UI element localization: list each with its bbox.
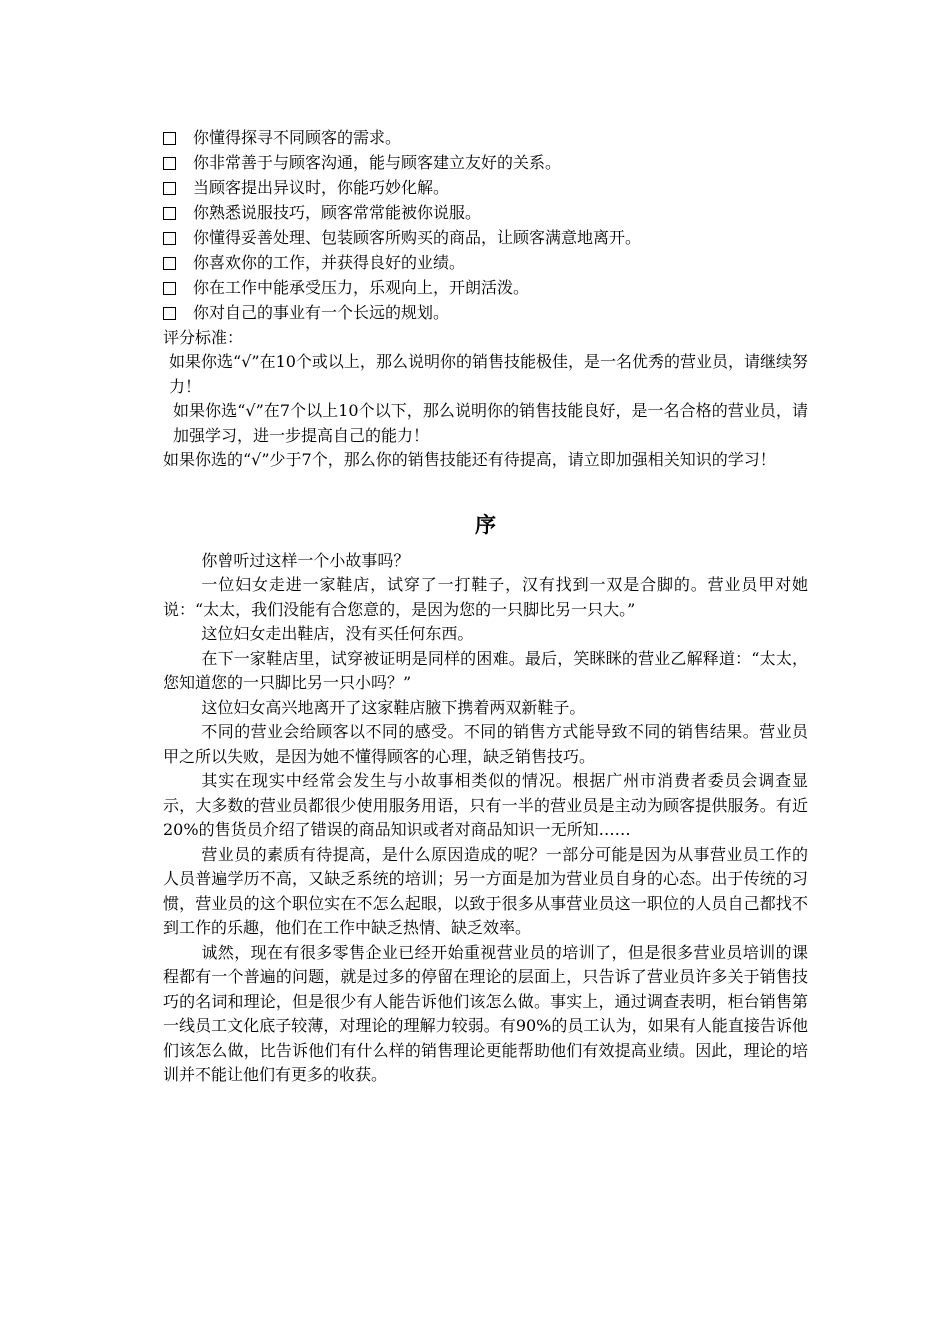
body-paragraph: 诚然，现在有很多零售企业已经开始重视营业员的培训了，但是很多营业员培训的课程都有一个普遍的问题，就是过多的停留在理论的层面上，只告诉了营业员许多关于销售技巧的名词和理论，但是很少有人能告诉他们该怎么做。事实上，通过调查表明，柜台销售第一线员工文化底子较薄，对理论的理解力较弱。有90%的员工认为，如果有人能直接告诉他们该怎么做，比告诉他们有什么样的销售理论更能帮助他们有效提高业绩。因此，理论的培训并不能让他们有更多的收获。 xyxy=(163,942,808,1084)
body-paragraph: 你曾听过这样一个小故事吗？ xyxy=(201,550,410,570)
checkbox-icon[interactable] xyxy=(163,132,176,145)
scoring-heading: 评分标准： xyxy=(163,328,244,347)
checkbox-icon[interactable] xyxy=(163,307,176,320)
checklist-item[interactable] xyxy=(163,175,808,200)
body-paragraph: 一位妇女走进一家鞋店，试穿了一打鞋子，汉有找到一双是合脚的。营业员甲对她说：“太太，我们没能有合您意的，是因为您的一只脚比另一只大。” xyxy=(163,575,808,619)
checkbox-icon[interactable] xyxy=(163,157,176,170)
scoring-rule: 如果你选的“√”少于7个，那么你的销售技能还有待提高，请立即加强相关知识的学习！ xyxy=(163,450,776,469)
checkbox-icon[interactable] xyxy=(163,182,176,195)
section-title: 序 xyxy=(475,512,496,537)
checklist-item-text: 你懂得妥善处理、包装顾客所购买的商品，让顾客满意地离开。 xyxy=(193,228,642,247)
checklist-item-text: 你懂得探寻不同顾客的需求。 xyxy=(193,128,402,147)
checklist-item-text: 你喜欢你的工作，并获得良好的业绩。 xyxy=(193,253,466,272)
body-paragraph: 在下一家鞋店里，试穿被证明是同样的困难。最后，笑眯眯的营业乙解释道：“太太，您知道您的一只脚比另一只小吗？” xyxy=(163,648,808,692)
scoring-rule: 如果你选“√”在10个或以上，那么说明你的销售技能极佳，是一名优秀的营业员，请继续努力！ xyxy=(169,352,808,396)
document-page xyxy=(163,125,808,1088)
scoring-rule: 如果你选“√”在7个以上10个以下，那么说明你的销售技能良好，是一名合格的营业员，请加强学习，进一步提高自己的能力！ xyxy=(173,401,808,445)
checklist-item[interactable] xyxy=(163,275,808,300)
checklist-item[interactable] xyxy=(163,150,808,175)
checklist-item[interactable] xyxy=(163,250,808,275)
body-paragraph: 营业员的素质有待提高，是什么原因造成的呢？一部分可能是因为从事营业员工作的人员普遍学历不高，又缺乏系统的培训；另一方面是加为营业员自身的心态。出于传统的习惯，营业员的这个职位实在不怎么起眼，以致于很多从事营业员这一职位的人员自己都找不到工作的乐趣，他们在工作中缺乏热情、缺乏效率。 xyxy=(163,844,808,937)
checklist-item[interactable] xyxy=(163,200,808,225)
checklist-item-text: 你熟悉说服技巧，顾客常常能被你说服。 xyxy=(193,203,482,222)
checkbox-icon[interactable] xyxy=(163,257,176,270)
checklist-item[interactable] xyxy=(163,225,808,250)
body-paragraph: 其实在现实中经常会发生与小故事相类似的情况。根据广州市消费者委员会调查显示，大多数的营业员都很少使用服务用语，只有一半的营业员是主动为顾客提供服务。有近20%的售货员介绍了错误的商品知识或者对商品知识一无所知…… xyxy=(163,771,808,839)
body-paragraph: 这位妇女高兴地离开了这家鞋店腋下携着两双新鞋子。 xyxy=(201,697,586,717)
checklist-item-text: 你非常善于与顾客沟通，能与顾客建立友好的关系。 xyxy=(193,153,562,172)
body-paragraph: 不同的营业会给顾客以不同的感受。不同的销售方式能导致不同的销售结果。营业员甲之所以失败，是因为她不懂得顾客的心理，缺乏销售技巧。 xyxy=(163,722,808,766)
body-paragraph: 这位妇女走出鞋店，没有买任何东西。 xyxy=(201,624,474,643)
checklist-item[interactable] xyxy=(163,125,808,150)
checklist xyxy=(163,125,808,325)
checklist-item-text: 你对自己的事业有一个长远的规划。 xyxy=(193,303,450,322)
checkbox-icon[interactable] xyxy=(163,207,176,220)
checklist-item-text: 你在工作中能承受压力，乐观向上，开朗活泼。 xyxy=(193,278,530,297)
checkbox-icon[interactable] xyxy=(163,232,176,245)
checkbox-icon[interactable] xyxy=(163,282,176,295)
checklist-item-text: 当顾客提出异议时，你能巧妙化解。 xyxy=(193,178,450,197)
checklist-item[interactable] xyxy=(163,300,808,325)
